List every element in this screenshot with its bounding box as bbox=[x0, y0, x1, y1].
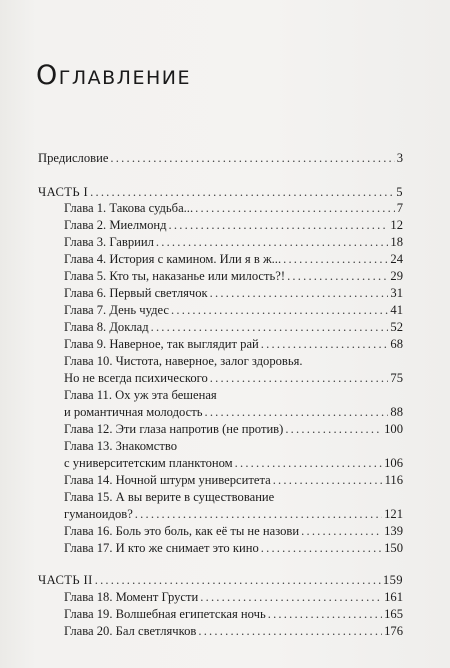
toc-entry-chapter-13-line1: Глава 13. Знакомство bbox=[64, 439, 178, 453]
leader-dots bbox=[200, 589, 382, 605]
toc-entry-label: Глава 7. День чудес bbox=[64, 303, 170, 317]
leader-dots bbox=[151, 319, 389, 335]
leader-dots bbox=[169, 217, 389, 233]
leader-dots bbox=[273, 472, 383, 488]
toc-entry-part-2 bbox=[38, 572, 403, 588]
toc-entry-chapter-17 bbox=[64, 540, 403, 556]
toc-entry-label: Глава 9. Наверное, так выглядит рай bbox=[64, 337, 259, 351]
toc-entry-page: 159 bbox=[382, 573, 403, 587]
toc-entry-page: 29 bbox=[390, 269, 403, 283]
toc-entry-chapter-5 bbox=[64, 268, 403, 284]
toc-entry-chapter-10-line1: Глава 10. Чистота, наверное, залог здоровья. bbox=[64, 354, 303, 368]
toc-entry-page: 165 bbox=[384, 607, 403, 621]
toc-entry-label: Глава 5. Кто ты, наказанье или милость?! bbox=[64, 269, 286, 283]
toc-entry-page: 106 bbox=[384, 456, 403, 470]
leader-dots bbox=[301, 523, 382, 539]
leader-dots bbox=[195, 200, 395, 216]
toc-entry-chapter-15-line1: Глава 15. А вы верите в существование bbox=[64, 490, 275, 504]
toc-entry-chapter-16 bbox=[64, 523, 403, 539]
toc-entry-page: 24 bbox=[390, 252, 403, 266]
toc-entry-page: 75 bbox=[390, 371, 403, 385]
leader-dots bbox=[90, 184, 394, 200]
leader-dots bbox=[268, 606, 382, 622]
toc-entry-label: Глава 12. Эти глаза напротив (не против) bbox=[64, 422, 284, 436]
toc-entry-label: с университетским планктоном bbox=[64, 456, 233, 470]
leader-dots bbox=[171, 302, 388, 318]
toc-entry-label: Глава 1. Такова судьба... bbox=[64, 201, 194, 215]
page-title: Оглавление bbox=[36, 60, 191, 91]
toc-entry-page: 5 bbox=[396, 185, 403, 199]
toc-entry-label: Предисловие bbox=[38, 151, 109, 165]
toc-entry-label: Глава 3. Гавриил bbox=[64, 235, 154, 249]
toc-entry-label: ЧАСТЬ I bbox=[38, 185, 89, 199]
toc-entry-chapter-19 bbox=[64, 606, 403, 622]
toc-entry-chapter-2 bbox=[64, 217, 403, 233]
leader-dots bbox=[283, 251, 388, 267]
toc-entry-page: 52 bbox=[390, 320, 403, 334]
toc-entry-chapter-10 bbox=[64, 370, 403, 386]
toc-entry-label: гуманоидов? bbox=[64, 507, 133, 521]
toc-entry-label: Глава 17. И кто же снимает это кино bbox=[64, 541, 259, 555]
toc-entry-page: 12 bbox=[390, 218, 403, 232]
toc-entry-part-1 bbox=[38, 184, 403, 200]
leader-dots bbox=[204, 404, 388, 420]
toc-entry-label: Глава 19. Волшебная египетская ночь bbox=[64, 607, 266, 621]
toc-entry-label: Глава 4. История с камином. Или я в ж... bbox=[64, 252, 282, 266]
toc-entry-label: Глава 16. Боль это боль, как её ты не назови bbox=[64, 524, 300, 538]
leader-dots bbox=[210, 285, 389, 301]
toc-entry-page: 116 bbox=[384, 473, 403, 487]
toc-entry-chapter-3 bbox=[64, 234, 403, 250]
leader-dots bbox=[285, 421, 382, 437]
toc-entry-chapter-8 bbox=[64, 319, 403, 335]
toc-entry-chapter-15 bbox=[64, 506, 403, 522]
leader-dots bbox=[235, 455, 382, 471]
leader-dots bbox=[261, 336, 389, 352]
toc-entry-page: 7 bbox=[396, 201, 403, 215]
toc-entry-label: Глава 8. Доклад bbox=[64, 320, 149, 334]
toc-entry-label: Глава 2. Миелмонд bbox=[64, 218, 167, 232]
toc-entry-chapter-14 bbox=[64, 472, 403, 488]
toc-entry-preface bbox=[38, 150, 403, 166]
leader-dots bbox=[261, 540, 382, 556]
toc-entry-page: 176 bbox=[384, 624, 403, 638]
toc-entry-chapter-9 bbox=[64, 336, 403, 352]
toc-entry-page: 139 bbox=[384, 524, 403, 538]
toc-entry-page: 31 bbox=[390, 286, 403, 300]
toc-entry-label: и романтичная молодость bbox=[64, 405, 203, 419]
toc-entry-page: 150 bbox=[384, 541, 403, 555]
toc-entry-chapter-1 bbox=[64, 200, 403, 216]
toc-entry-chapter-12 bbox=[64, 421, 403, 437]
toc-entry-page: 41 bbox=[390, 303, 403, 317]
leader-dots bbox=[156, 234, 389, 250]
toc-entry-chapter-4 bbox=[64, 251, 403, 267]
toc-entry-chapter-11 bbox=[64, 404, 403, 420]
toc-entry-label: Глава 18. Момент Грусти bbox=[64, 590, 199, 604]
toc-entry-chapter-20 bbox=[64, 623, 403, 639]
leader-dots bbox=[287, 268, 388, 284]
toc-entry-label: Но не всегда психического bbox=[64, 371, 208, 385]
leader-dots bbox=[210, 370, 389, 386]
leader-dots bbox=[110, 150, 394, 166]
toc-entry-chapter-18 bbox=[64, 589, 403, 605]
toc-entry-chapter-7 bbox=[64, 302, 403, 318]
toc-entry-label: Глава 6. Первый светлячок bbox=[64, 286, 208, 300]
leader-dots bbox=[198, 623, 382, 639]
toc-entry-label: Глава 20. Бал светлячков bbox=[64, 624, 197, 638]
toc-entry-label: Глава 14. Ночной штурм университета bbox=[64, 473, 271, 487]
toc-entry-page: 100 bbox=[384, 422, 403, 436]
leader-dots bbox=[95, 572, 381, 588]
leader-dots bbox=[135, 506, 382, 522]
toc-entry-page: 3 bbox=[396, 151, 403, 165]
toc-entry-page: 18 bbox=[390, 235, 403, 249]
toc-entry-chapter-13 bbox=[64, 455, 403, 471]
toc-entry-chapter-11-line1: Глава 11. Ох уж эта бешеная bbox=[64, 388, 217, 402]
toc-entry-label: ЧАСТЬ II bbox=[38, 573, 93, 587]
toc-entry-page: 121 bbox=[384, 507, 403, 521]
toc-entry-page: 88 bbox=[390, 405, 403, 419]
toc-entry-page: 68 bbox=[390, 337, 403, 351]
toc-entry-chapter-6 bbox=[64, 285, 403, 301]
toc-entry-page: 161 bbox=[384, 590, 403, 604]
